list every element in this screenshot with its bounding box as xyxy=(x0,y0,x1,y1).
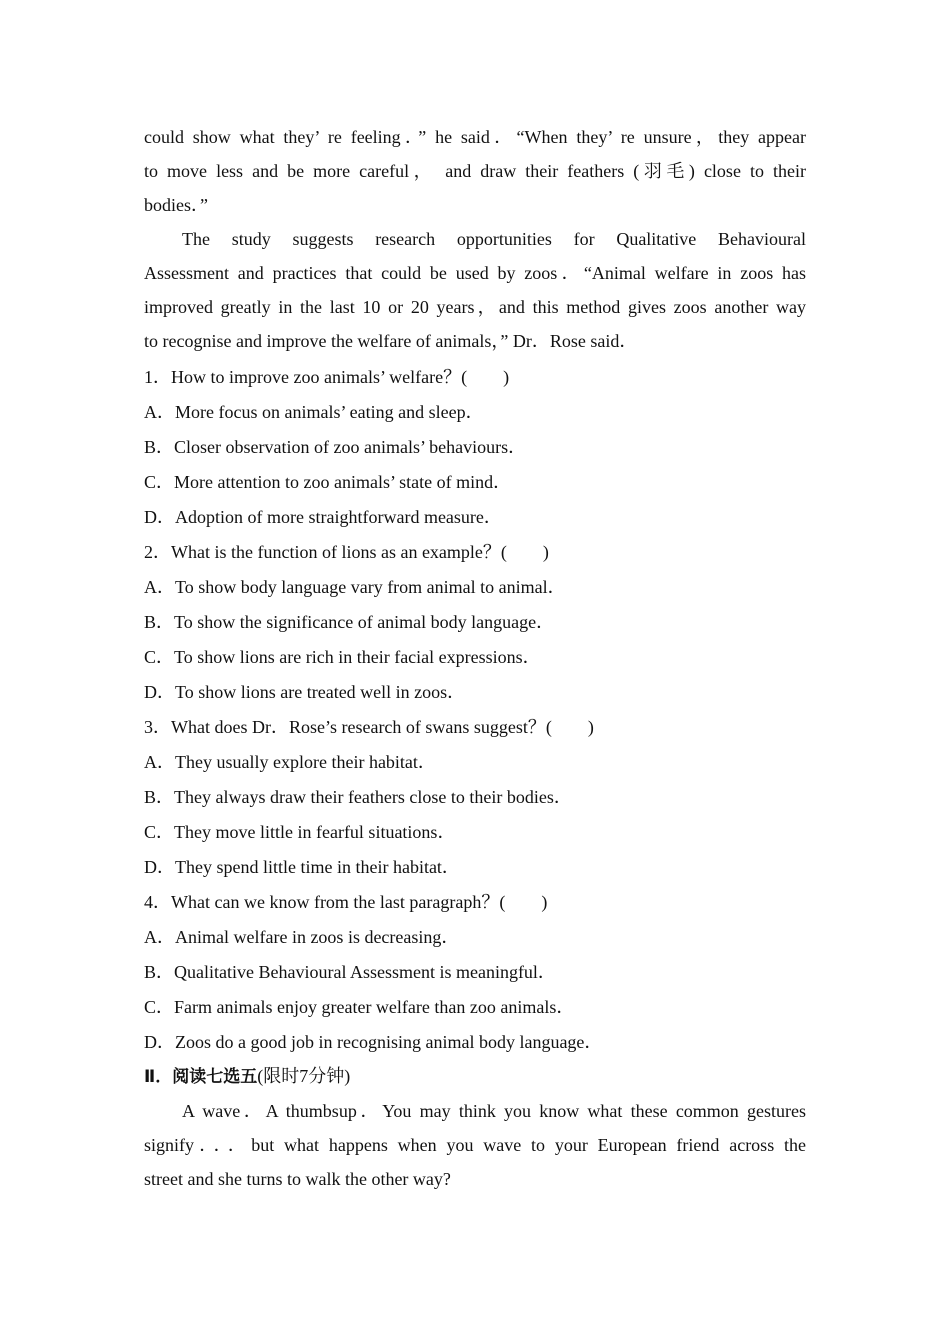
line-text: D．They spend little time in their habitat． xyxy=(144,857,460,877)
option-line xyxy=(144,610,806,634)
line-text: A．To show body language vary from animal to animal． xyxy=(144,577,566,597)
paragraph-line xyxy=(144,159,806,183)
option-line xyxy=(144,855,806,879)
line-text: B．They always draw their feathers close to their bodies． xyxy=(144,787,572,807)
line-text: signify．．．but what happens when you wave to your European friend across the xyxy=(144,1135,806,1155)
question-line xyxy=(144,715,806,739)
line-text: B．Qualitative Behavioural Assessment is meaningful． xyxy=(144,962,556,982)
line-text: D．Adoption of more straightforward measure． xyxy=(144,507,502,527)
option-line xyxy=(144,645,806,669)
line-text: street and she turns to walk the other way? xyxy=(144,1169,451,1189)
option-line xyxy=(144,400,806,424)
option-line xyxy=(144,960,806,984)
paragraph-line xyxy=(144,125,806,149)
line-text: 1．How to improve zoo animals’ welfare？( ) xyxy=(144,367,510,387)
line-text: C．To show lions are rich in their facial expressions． xyxy=(144,647,541,667)
option-line xyxy=(144,575,806,599)
section-time-limit: (限时7分钟) xyxy=(257,1066,351,1086)
section-heading-line xyxy=(144,1064,806,1089)
line-text: The study suggests research opportunities for Qualitative Behavioural xyxy=(182,229,806,249)
paragraph-line xyxy=(144,1133,806,1157)
option-line xyxy=(144,925,806,949)
line-text: C．Farm animals enjoy greater welfare than zoo animals． xyxy=(144,997,575,1017)
line-text: Assessment and practices that could be used by zoos．“Animal welfare in zoos has xyxy=(144,263,806,283)
line-text: A．Animal welfare in zoos is decreasing． xyxy=(144,927,460,947)
line-text: C．More attention to zoo animals’ state of mind． xyxy=(144,472,512,492)
option-line xyxy=(144,470,806,494)
option-line xyxy=(144,995,806,1019)
paragraph-line xyxy=(144,193,806,217)
line-text: to move less and be more careful， and draw their feathers (羽毛) close to their xyxy=(144,161,806,181)
question-line xyxy=(144,890,806,914)
line-text: improved greatly in the last 10 or 20 years，and this method gives zoos another way xyxy=(144,297,806,317)
line-text: D．Zoos do a good job in recognising animal body language． xyxy=(144,1032,603,1052)
line-text: A wave．A thumbsup．You may think you know what these common gestures xyxy=(182,1101,806,1121)
line-text: to recognise and improve the welfare of animals，” Dr．Rose said． xyxy=(144,331,638,351)
paragraph-line xyxy=(182,227,806,251)
line-text: 3．What does Dr．Rose’s research of swans suggest？( ) xyxy=(144,717,594,737)
option-line xyxy=(144,435,806,459)
paragraph-line xyxy=(144,1167,806,1191)
paragraph-line xyxy=(144,295,806,319)
line-text: B．Closer observation of zoo animals’ behaviours． xyxy=(144,437,527,457)
line-text: D．To show lions are treated well in zoos． xyxy=(144,682,466,702)
paragraph-line xyxy=(182,1099,806,1123)
option-line xyxy=(144,1030,806,1054)
line-text: A．More focus on animals’ eating and sleep． xyxy=(144,402,484,422)
paragraph-line xyxy=(144,329,806,353)
line-text: 4．What can we know from the last paragraph？( ) xyxy=(144,892,548,912)
paragraph-line xyxy=(144,261,806,285)
line-text: B．To show the significance of animal body language． xyxy=(144,612,555,632)
line-text: Ⅱ．阅读七选五 xyxy=(144,1067,258,1087)
line-text: A．They usually explore their habitat． xyxy=(144,752,436,772)
question-line xyxy=(144,540,806,564)
option-line xyxy=(144,505,806,529)
question-line xyxy=(144,365,806,389)
option-line xyxy=(144,785,806,809)
option-line xyxy=(144,820,806,844)
option-line xyxy=(144,750,806,774)
line-text: bodies．” xyxy=(144,195,208,215)
option-line xyxy=(144,680,806,704)
line-text: could show what they’ re feeling．” he said．“When they’ re unsure，they appear xyxy=(144,127,806,147)
line-text: C．They move little in fearful situations． xyxy=(144,822,456,842)
line-text: 2．What is the function of lions as an example？( ) xyxy=(144,542,549,562)
